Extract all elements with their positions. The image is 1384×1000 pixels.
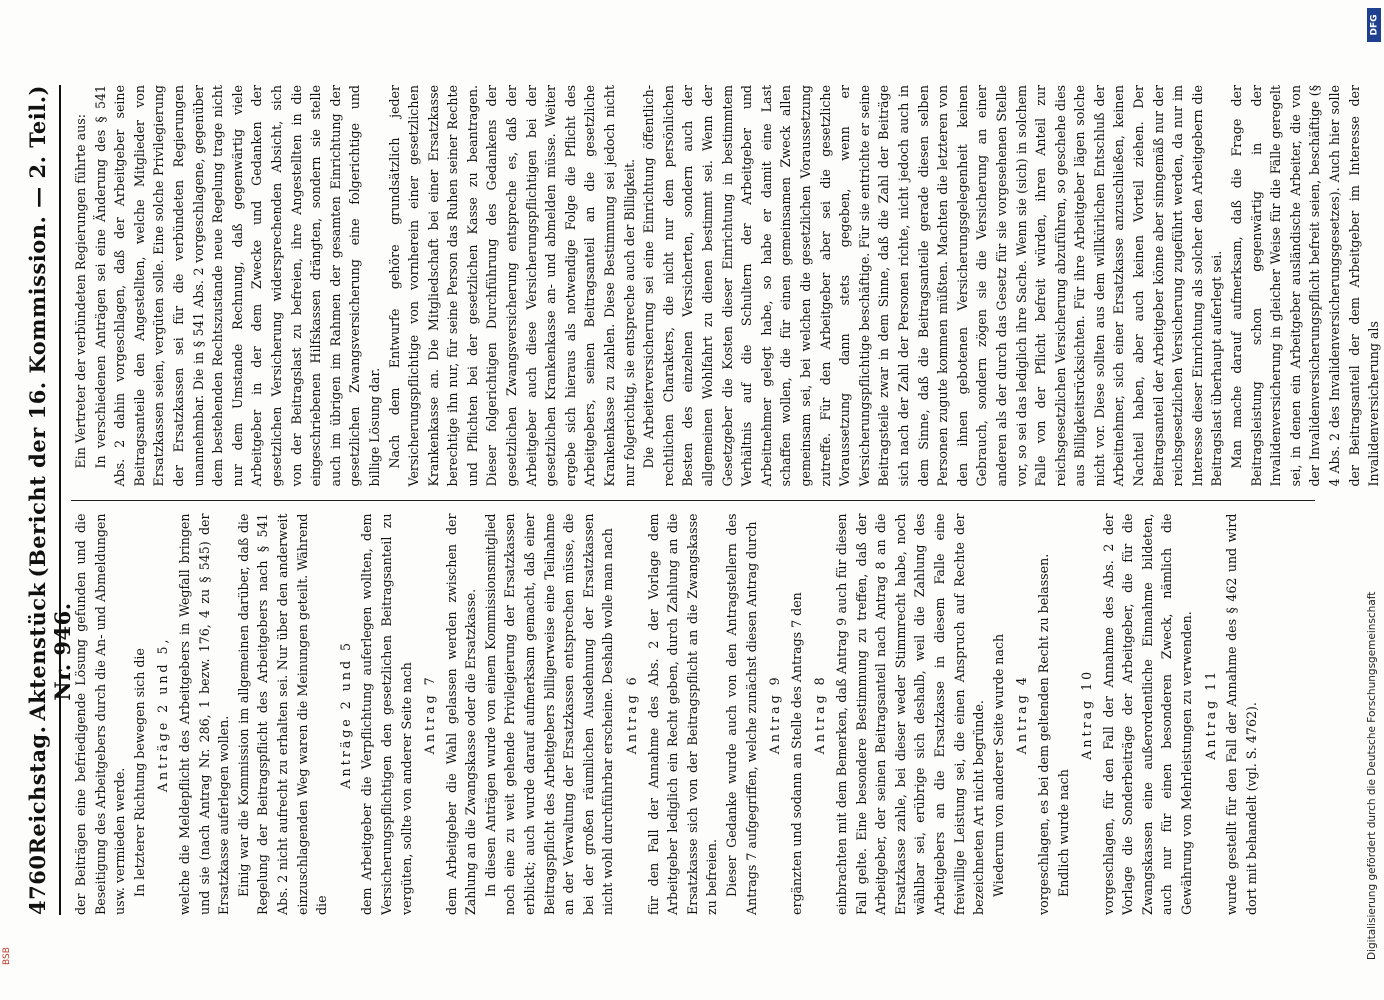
running-head (25, 85, 75, 915)
digitization-note: Digitalisierung gefördert durch die Deutsche Forschungsgemeinschaft (1366, 591, 1378, 960)
left-column (71, 501, 1315, 916)
left-column-paragraph: Einig war die Kommission im allgemeinen darüber, daß die Regelung der Beitragspflicht des Arbeitgebers nach § 541 Abs. 2 nicht aufrecht zu erhalten sei. Nur über den anderweit einzuschlagenden Weg waren die Meinungen geteilt. Während die (235, 513, 330, 915)
left-column-paragraph: In diesen Anträgen wurde von einem Kommissionsmitglied noch eine zu weit gehende Privilegierung der Ersatzkassen erblickt; auch wurde darauf aufmerksam gemacht, daß einer Beitragspflicht des Arbeitgebers billigerweise eine Teilnahme an der Verwaltung der Ersatzkassen entsprechen müsse, die bei der großen räumlichen Ausdehnung der Ersatzkassen nicht wohl durchführbar erscheine. Deshalb wolle man nach (482, 513, 616, 915)
left-column-heading: Anträge 2 und 5 (337, 639, 353, 789)
dfg-logo-text: DFG (1369, 14, 1380, 36)
page-number: 4760 (25, 854, 50, 915)
left-column-heading: Antrag 8 (812, 674, 828, 755)
left-column-paragraph: für den Fall der Annahme des Abs. 2 der Vorlage dem Arbeitgeber lediglich ein Recht geben, durch Zahlung an die Ersatzkasse sich von der Beitragspflicht an die Zwangskasse zu befreien. (645, 513, 720, 915)
header-right: (Bericht der 16. Kommission. — 2. Teil.) (25, 85, 50, 578)
left-column-paragraph: der Beiträgen eine befriedigende Lösung gefunden und die Beseitigung des Arbeitgebers durch die An- und Abmeldungen usw. vermieden werde. (73, 513, 128, 915)
left-column-paragraph: wurde gestellt für den Fall der Annahme des § 462 und wird dort mit behandelt (vgl. S. 4762). (1224, 513, 1259, 915)
left-column-heading: Antrag 4 (1014, 674, 1030, 755)
left-column-heading: Antrag 10 (1079, 668, 1095, 760)
right-column-paragraph: Ein Vertreter der verbündeten Regierungen führte aus: (73, 114, 88, 469)
left-column-paragraph: ergänzten und sodann an Stelle des Antrags 7 den (788, 592, 804, 915)
left-column-paragraph: In letzterer Richtung bewegen sich die (131, 648, 147, 897)
left-column-heading: Antrag 9 (767, 674, 783, 755)
right-column-paragraph: Die Arbeiterversicherung sei eine Einrichtung öffentlich-rechtlichen Charakters, die nicht nur dem persönlichen Besten des einzelnen Versicherten, sondern auch der allgemeinen Wohlfahrt zu dienen bestimmt sei. Wenn der Gesetzgeber die Kosten dieser Einrichtung in bestimmtem Verhältnis auf die Schultern der Arbeitgeber und Arbeitnehmer gelegt habe, so habe er damit eine Last schaffen wollen, die für einen gemeinsamen Zweck allen gemeinsam sei, bei welchen die gesetzlichen Voraussetzung zutreffe. Für den Arbeitgeber aber sei die gesetzliche Voraussetzung dann stets gegeben, wenn er Versicherungspflichtige beschäftige. Für sie entrichte er seine Beitragsteile zwar in dem Sinne, daß die Zahl der Beiträge sich nach der Zahl der Personen richte, nicht jedoch auch in dem Sinne, daß die Beitragsanteile gerade diesen selben Personen zugute kommen müßten. Machten die letzteren von den ihnen gebotenen Versicherungsgelegenheit keinen Gebrauch, sondern zögen sie die Versicherung an einer anderen als der durch das Gesetz für sie vorgesehenen Stelle vor, so sei das lediglich ihre Sache. Wenn sie (sich) in solchem Falle von der Pflicht befreit würden, ihren Anteil zur reichsgesetzlichen Versicherung abzuführen, so geschehe dies aus Billigkeitsrücksichten. Für ihre Arbeitgeber lägen solche nicht vor. Diese sollten aus dem willkürlichen Entschluß der Arbeitnehmer, sich einer Ersatzkasse anzuschließen, keinen Nachteil haben, aber auch keinen Vorteil ziehen. Der Beitragsanteil der Arbeitgeber könne aber sinngemäß nur der reichsgesetzlichen Versicherung zugeführt werden, da nur im Interesse dieser Einrichtung als solcher den Arbeitgebern die Beitragslast überhaupt auferlegt sei. (641, 85, 1225, 487)
left-column-paragraph: vorgeschlagen, es bei dem geltenden Recht zu belassen. (1035, 553, 1051, 915)
left-column-heading: Antrag 11 (1202, 668, 1218, 760)
left-column-heading: Anträge 2 und 5, (155, 636, 171, 793)
left-column-paragraph: vorgeschlagen, für den Fall der Annahme des Abs. 2 der Vorlage die Sonderbeiträge der Arbeitgeber, die für die Zwangskassen eine außerordentliche Einnahme bildeten, auch nur für einen besonderen Zweck, nämlich die Gewährung von Mehrleistungen zu verwenden. (1100, 513, 1195, 915)
left-column-paragraph: welche die Meldepflicht des Arbeitgebers in Wegfall bringen und sie (nach Antrag Nr. 286, 1 bezw. 176, 4 zu § 545) der Ersatzkasse auferlegen wollen. (176, 513, 232, 915)
header-left: Reichstag. (25, 725, 50, 855)
left-column-paragraph: Wiederum von anderer Seite wurde nach (990, 633, 1006, 897)
right-column (71, 85, 1382, 487)
left-column-heading: Antrag 6 (624, 674, 640, 755)
right-column-paragraph: In verschiedenen Anträgen sei eine Änderung des § 541 Abs. 2 dahin vorgeschlagen, daß der Arbeitgeber seine Beitragsanteile den Angestellten, welche Mitglieder von Ersatzkassen seien, vergüten solle. Eine solche Privilegierung der Ersatzkassen sei für die verbündeten Regierungen unannehmbar. Die in § 541 Abs. 2 vorgeschlagene, gegenüber dem bestehenden Rechtszustande neue Regelung trage nicht nur dem Umstande Rechnung, daß gegenwärtig viele Arbeitgeber in der dem Zwecke und Gedanken der gesetzlichen Versicherung widersprechenden Absicht, sich von der Beitragslast zu befreien, ihre Angestellten in die eingeschriebenen Hilfskassen drängten, sondern sie stelle auch im übrigen im Rahmen der gesamten Einrichtung der gesetzlichen Zwangsversicherung eine folgerichtige und billige Lösung dar. (92, 85, 382, 487)
header-center: Aktenstück Nr. 946. (25, 582, 75, 721)
left-column-paragraph: dem Arbeitgeber die Verpflichtung auferlegen wollten, dem Versicherungspflichtigen den gesetzlichen Beitragsanteil zu vergüten, sollte von anderer Seite nach (359, 513, 414, 915)
left-column-paragraph: Dieser Gedanke wurde auch von den Antragstellern des Antrags 7 aufgegriffen, welche zunächst diesen Antrag durch (724, 513, 759, 915)
left-column-paragraph: dem Arbeitgeber die Wahl gelassen werden zwischen der Zahlung an die Zwangskasse oder die Ersatzkasse. (443, 513, 479, 915)
scan-id-mark: BSB (2, 947, 12, 965)
right-column-paragraph: Man mache darauf aufmerksam, daß die Frage der Beitragsleistung schon gegenwärtig in der Invalidenversicherung in gleicher Weise für die Fälle geregelt sei, in denen ein Arbeitgeber ausländische Arbeiter, die von der Invalidenversicherungspflicht befreit seien, beschäftige (§ 4 Abs. 2 des Invalidenversicherungsgesetzes). Auch hier solle der Beitragsanteil der dem Arbeitgeber im Interesse der Invalidenversicherung als (1229, 85, 1382, 487)
left-column-paragraph: einbrachten mit dem Bemerken, daß Antrag 9 auch für diesen Fall gelte. Eine besondere Bestimmung zu treffen, daß der Arbeitgeber, der seinen Beitragsanteil nach Antrag 8 an die Ersatzkasse zahle, bei dieser weder Stimmrecht habe, noch wählbar sei, erübrige sich deshalb, weil die Zahlung des Arbeitgebers an die Ersatzkasse in diesem Falle eine freiwillige Leistung sei, die einen Anspruch auf Rechte der bezeichneten Art nicht begründe. (833, 513, 987, 915)
left-column-paragraph: Endlich wurde nach (1055, 769, 1071, 897)
left-column-heading: Antrag 7 (422, 674, 438, 755)
right-column-paragraph: Nach dem Entwurfe gehöre grundsätzlich jeder Versicherungspflichtige von vornherein einer gesetzlichen Krankenkasse an. Die Mitgliedschaft bei einer Ersatzkasse berechtige ihn nur, für seine Person das Ruhen seiner Rechte und Pflichten bei der gesetzlichen Kasse zu beantragen. Dieser folgerichtigen Durchführung des Gedankens der gesetzlichen Zwangsversicherung entspreche es, daß der Arbeitgeber auch diese Versicherungspflichtigen bei der gesetzlichen Krankenkasse an- und abmelden müsse. Weiter ergebe sich hieraus als notwendige Folge die Pflicht des Arbeitgebers, seinen Beitragsanteil an die gesetzliche Krankenkasse zu zahlen. Diese Bestimmung sei jedoch nicht nur folgerichtig, sie entspreche auch der Billigkeit. (386, 85, 637, 487)
